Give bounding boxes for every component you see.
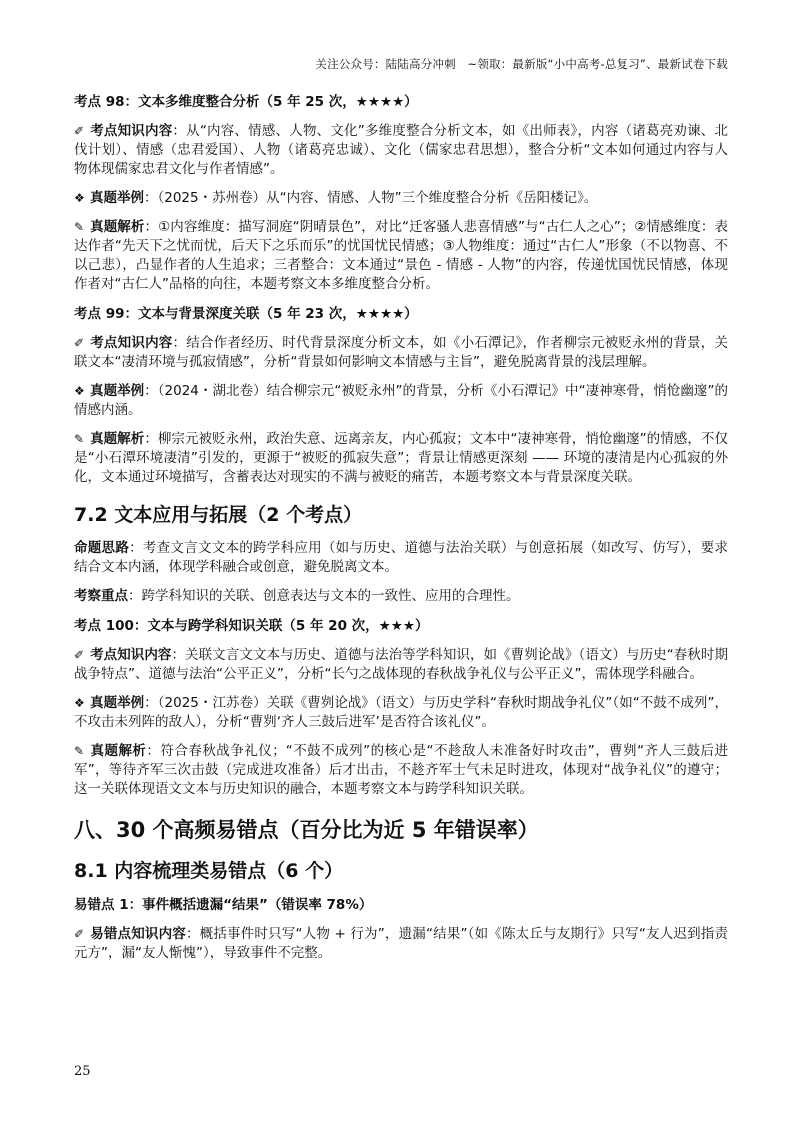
pencil-icon: ✐ — [74, 927, 85, 941]
kaodian-100-knowledge: ✐ 考点知识内容：关联文言文文本与历史、道德与法治等学科知识，如《曹刿论战》（语文）与历史“春秋时期战争特点”、道德与法治“公平正义”，分析“长勺之战体现的春秋战争礼仪与公平正义”，需体现学科融合。 — [74, 647, 729, 682]
kaodian-98-analysis: ✎ 真题解析：①内容维度：描写洞庭“阴晴景色”，对比“迁客骚人悲喜情感”与“古仁人之心”；②情感维度：表达作者“先天下之忧而忧，后天下之乐而乐”的忧国忧民情感；③人物维度：通过“古仁人”形象（不以物喜、不以己悲），凸显作者的人生追求；三者整合：文本通过“景色 - 情感 - 人物”的内容，传递忧国忧民情感，体现作者对“古仁人”品格的向往，本题考察文本多维度整合分析。 — [74, 219, 729, 292]
diamond-icon: ❖ — [74, 384, 85, 398]
page-header: 关注公众号：陆陆高分冲刺 ~领取：最新版“小中高考-总复习”、最新试卷下载 — [315, 57, 728, 71]
edit-icon: ✎ — [74, 744, 85, 758]
kaodian-99-example: ❖ 真题举例：（2024・湖北卷）结合柳宗元“被贬永州”的背景，分析《小石潭记》中“凄神寒骨，悄怆幽邃”的情感内涵。 — [74, 383, 728, 418]
kaodian-98-example: ❖ 真题举例：（2025・苏州卷）从“内容、情感、人物”三个维度整合分析《岳阳楼记》。 — [74, 190, 598, 206]
page-content — [74, 92, 728, 973]
kaodian-98-title: 考点 98：文本多维度整合分析（5 年 25 次，★★★★） — [74, 94, 418, 110]
kaodian-98-knowledge: ✐ 考点知识内容：从“内容、情感、人物、文化”多维度整合分析文本，如《出师表》，内容（诸葛亮劝谏、北伐计划）、情感（忠君爱国）、人物（诸葛亮忠诚）、文化（儒家忠君思想），整合分析“文本如何通过内容与人物体现儒家忠君文化与作者情感”。 — [74, 123, 728, 177]
pencil-icon: ✐ — [74, 648, 85, 662]
kaodian-100-analysis: ✎ 真题解析：符合春秋战争礼仪；“不鼓不成列”的核心是“不趁敌人未准备好时攻击”，曹刿“齐人三鼓后进军”，等待齐军三次击鼓（完成进攻准备）后才出击，不趁齐军士气未足时进攻，体现对“战争礼仪”的遵守；这一关联体现语文文本与历史知识的融合，本题考察文本与跨学科知识关联。 — [74, 743, 729, 797]
pencil-icon: ✐ — [74, 124, 85, 138]
chapter-8-heading: 八、30 个高频易错点（百分比为近 5 年错误率） — [74, 818, 539, 842]
section-7-2-focus: 考察重点：跨学科知识的关联、创意表达与文本的一致性、应用的合理性。 — [74, 588, 520, 604]
section-7-2-idea: 命题思路：考查文言文文本的跨学科应用（如与历史、道德与法治关联）与创意拓展（如改写、仿写），要求结合文本内涵，体现学科融合或创意，避免脱离文本。 — [74, 540, 729, 575]
edit-icon: ✎ — [74, 432, 85, 446]
diamond-icon: ❖ — [74, 191, 85, 205]
kaodian-99-analysis: ✎ 真题解析：柳宗元被贬永州，政治失意、远离亲友，内心孤寂；文本中“凄神寒骨，悄怆幽邃”的情感，不仅是“小石潭环境凄清”引发的，更源于“被贬的孤寂失意”；背景让情感更深刻 —— 环境的凄清是内心孤寂的外化，文本通过环境描写，含蓄表达对现实的不满与被贬的痛苦，本题考察文本与背景深度关联。 — [74, 431, 728, 485]
edit-icon: ✎ — [74, 220, 85, 234]
page-number: 25 — [74, 1064, 91, 1079]
error-point-1-title: 易错点 1：事件概括遗漏“结果”（错误率 78%） — [74, 897, 373, 913]
error-point-1-knowledge: ✐ 易错点知识内容：概括事件时只写“人物 + 行为”，遗漏“结果”（如《陈太丘与友期行》只写“友人迟到指责元方”，漏“友人惭愧”），导致事件不完整。 — [74, 926, 728, 961]
diamond-icon: ❖ — [74, 696, 85, 710]
kaodian-100-example: ❖ 真题举例：（2025・江苏卷）关联《曹刿论战》（语文）与历史学科“春秋时期战争礼仪”（如“不鼓不成列”，不攻击未列阵的敌人），分析“曹刿‘齐人三鼓后进军’是否符合该礼仪”。 — [74, 695, 728, 730]
section-7-2-heading: 7.2 文本应用与拓展（2 个考点） — [74, 504, 363, 526]
section-8-1-heading: 8.1 内容梳理类易错点（6 个） — [74, 860, 344, 882]
kaodian-100-title: 考点 100：文本与跨学科知识关联（5 年 20 次，★★★） — [74, 618, 429, 634]
pencil-icon: ✐ — [74, 336, 85, 350]
kaodian-99-title: 考点 99：文本与背景深度关联（5 年 23 次，★★★★） — [74, 306, 418, 322]
kaodian-99-knowledge: ✐ 考点知识内容：结合作者经历、时代背景深度分析文本，如《小石潭记》，作者柳宗元被贬永州的背景，关联文本“凄清环境与孤寂情感”，分析“背景如何影响文本情感与主旨”，避免脱离背景的浅层理解。 — [74, 335, 729, 370]
